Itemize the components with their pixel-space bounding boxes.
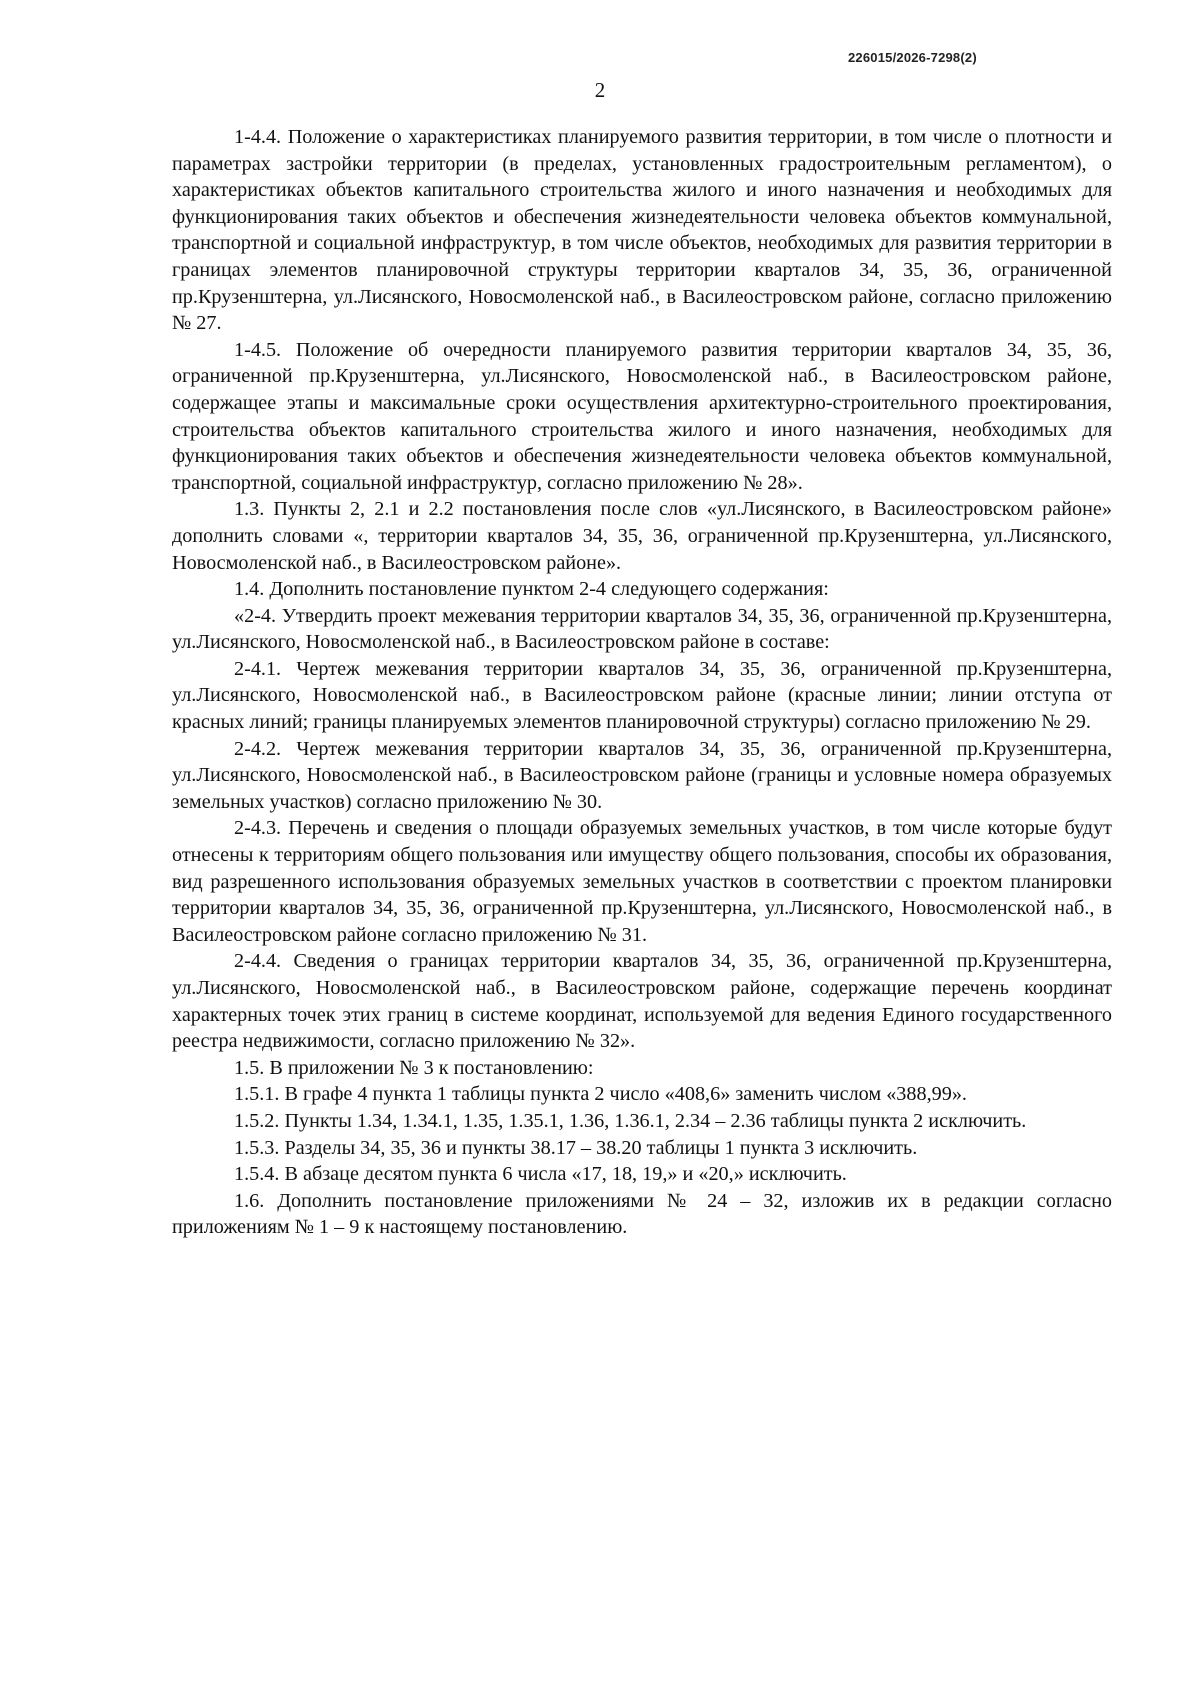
document-body <box>172 124 1112 1241</box>
paragraph-1-5: 1.5. В приложении № 3 к постановлению: <box>234 1056 594 1079</box>
paragraph-1-5-4: 1.5.4. В абзаце десятом пункта 6 числа «17, 18, 19,» и «20,» исключить. <box>234 1163 847 1186</box>
paragraph-2-4-1: 2-4.1. Чертеж межевания территории кварталов 34, 35, 36, ограниченной пр.Крузенштерна, ул.Лисянского, Новосмоленской наб., в Василеостровском районе (красные линии; линии отступа от красных линий; границы планируемых элементов планировочной структуры) согласно приложению № 29. <box>172 657 1112 734</box>
paragraph-1-4-5: 1-4.5. Положение об очередности планируемого развития территории кварталов 34, 35, 36, ограниченной пр.Крузенштерна, ул.Лисянского, Новосмоленской наб., в Василеостровском районе, содержащее этапы и максимальные сроки осуществления архитектурно-строительного проектирования, строительства объектов капитального строительства жилого и иного назначения, необходимых для функционирования таких объектов и обеспечения жизнедеятельности человека объектов коммунальной, транспортной, социальной инфраструктур, согласно приложению № 28». <box>172 338 1112 494</box>
paragraph-1-4-4: 1-4.4. Положение о характеристиках планируемого развития территории, в том числе о плотности и параметрах застройки территории (в пределах, установленных градостроительным регламентом), о характеристиках объектов капитального строительства жилого и иного назначения и необходимых для функционирования таких объектов и обеспечения жизнедеятельности человека объектов коммунальной, транспортной и социальной инфраструктур, в том числе объектов, необходимых для развития территории в границах элементов планировочной структуры территории кварталов 34, 35, 36, ограниченной пр.Крузенштерна, ул.Лисянского, Новосмоленской наб., в Василеостровском районе, согласно приложению № 27. <box>172 126 1112 335</box>
paragraph-1-6: 1.6. Дополнить постановление приложениями № 24 – 32, изложив их в редакции согласно приложениям № 1 – 9 к настоящему постановлению. <box>172 1189 1112 1239</box>
paragraph-2-4-3: 2-4.3. Перечень и сведения о площади образуемых земельных участков, в том числе которые будут отнесены к территориям общего пользования или имуществу общего пользования, способы их образования, вид разрешенного использования образуемых земельных участков в соответствии с проектом планировки территории кварталов 34, 35, 36, ограниченной пр.Крузенштерна, ул.Лисянского, Новосмоленской наб., в Василеостровском районе согласно приложению № 31. <box>172 817 1112 946</box>
paragraph-1-4: 1.4. Дополнить постановление пунктом 2-4 следующего содержания: <box>234 578 829 601</box>
paragraph-2-4-4: 2-4.4. Сведения о границах территории кварталов 34, 35, 36, ограниченной пр.Крузенштерна, ул.Лисянского, Новосмоленской наб., в Василеостровском районе, содержащие перечень координат характерных точек этих границ в системе координат, используемой для ведения Единого государственного реестра недвижимости, согласно приложению № 32». <box>172 950 1112 1053</box>
paragraph-2-4-2: 2-4.2. Чертеж межевания территории кварталов 34, 35, 36, ограниченной пр.Крузенштерна, ул.Лисянского, Новосмоленской наб., в Василеостровском районе (границы и условные номера образуемых земельных участков) согласно приложению № 30. <box>172 737 1112 813</box>
paragraph-1-5-3: 1.5.3. Разделы 34, 35, 36 и пункты 38.17 – 38.20 таблицы 1 пункта 3 исключить. <box>234 1136 918 1159</box>
page-number: 2 <box>594 78 606 102</box>
paragraph-2-4: «2-4. Утвердить проект межевания территории кварталов 34, 35, 36, ограниченной пр.Крузенштерна, ул.Лисянского, Новосмоленской наб., в Василеостровском районе в составе: <box>172 604 1112 654</box>
document-id: 226015/2026-7298(2) <box>848 50 977 65</box>
paragraph-1-5-1: 1.5.1. В графе 4 пункта 1 таблицы пункта 2 число «408,6» заменить числом «388,99». <box>234 1083 967 1106</box>
paragraph-1-5-2: 1.5.2. Пункты 1.34, 1.34.1, 1.35, 1.35.1, 1.36, 1.36.1, 2.34 – 2.36 таблицы пункта 2 исключить. <box>234 1109 1027 1132</box>
paragraph-1-3: 1.3. Пункты 2, 2.1 и 2.2 постановления после слов «ул.Лисянского, в Василеостровском районе» дополнить словами «, территории кварталов 34, 35, 36, ограниченной пр.Крузенштерна, ул.Лисянского, Новосмоленской наб., в Василеостровском районе». <box>172 498 1112 574</box>
